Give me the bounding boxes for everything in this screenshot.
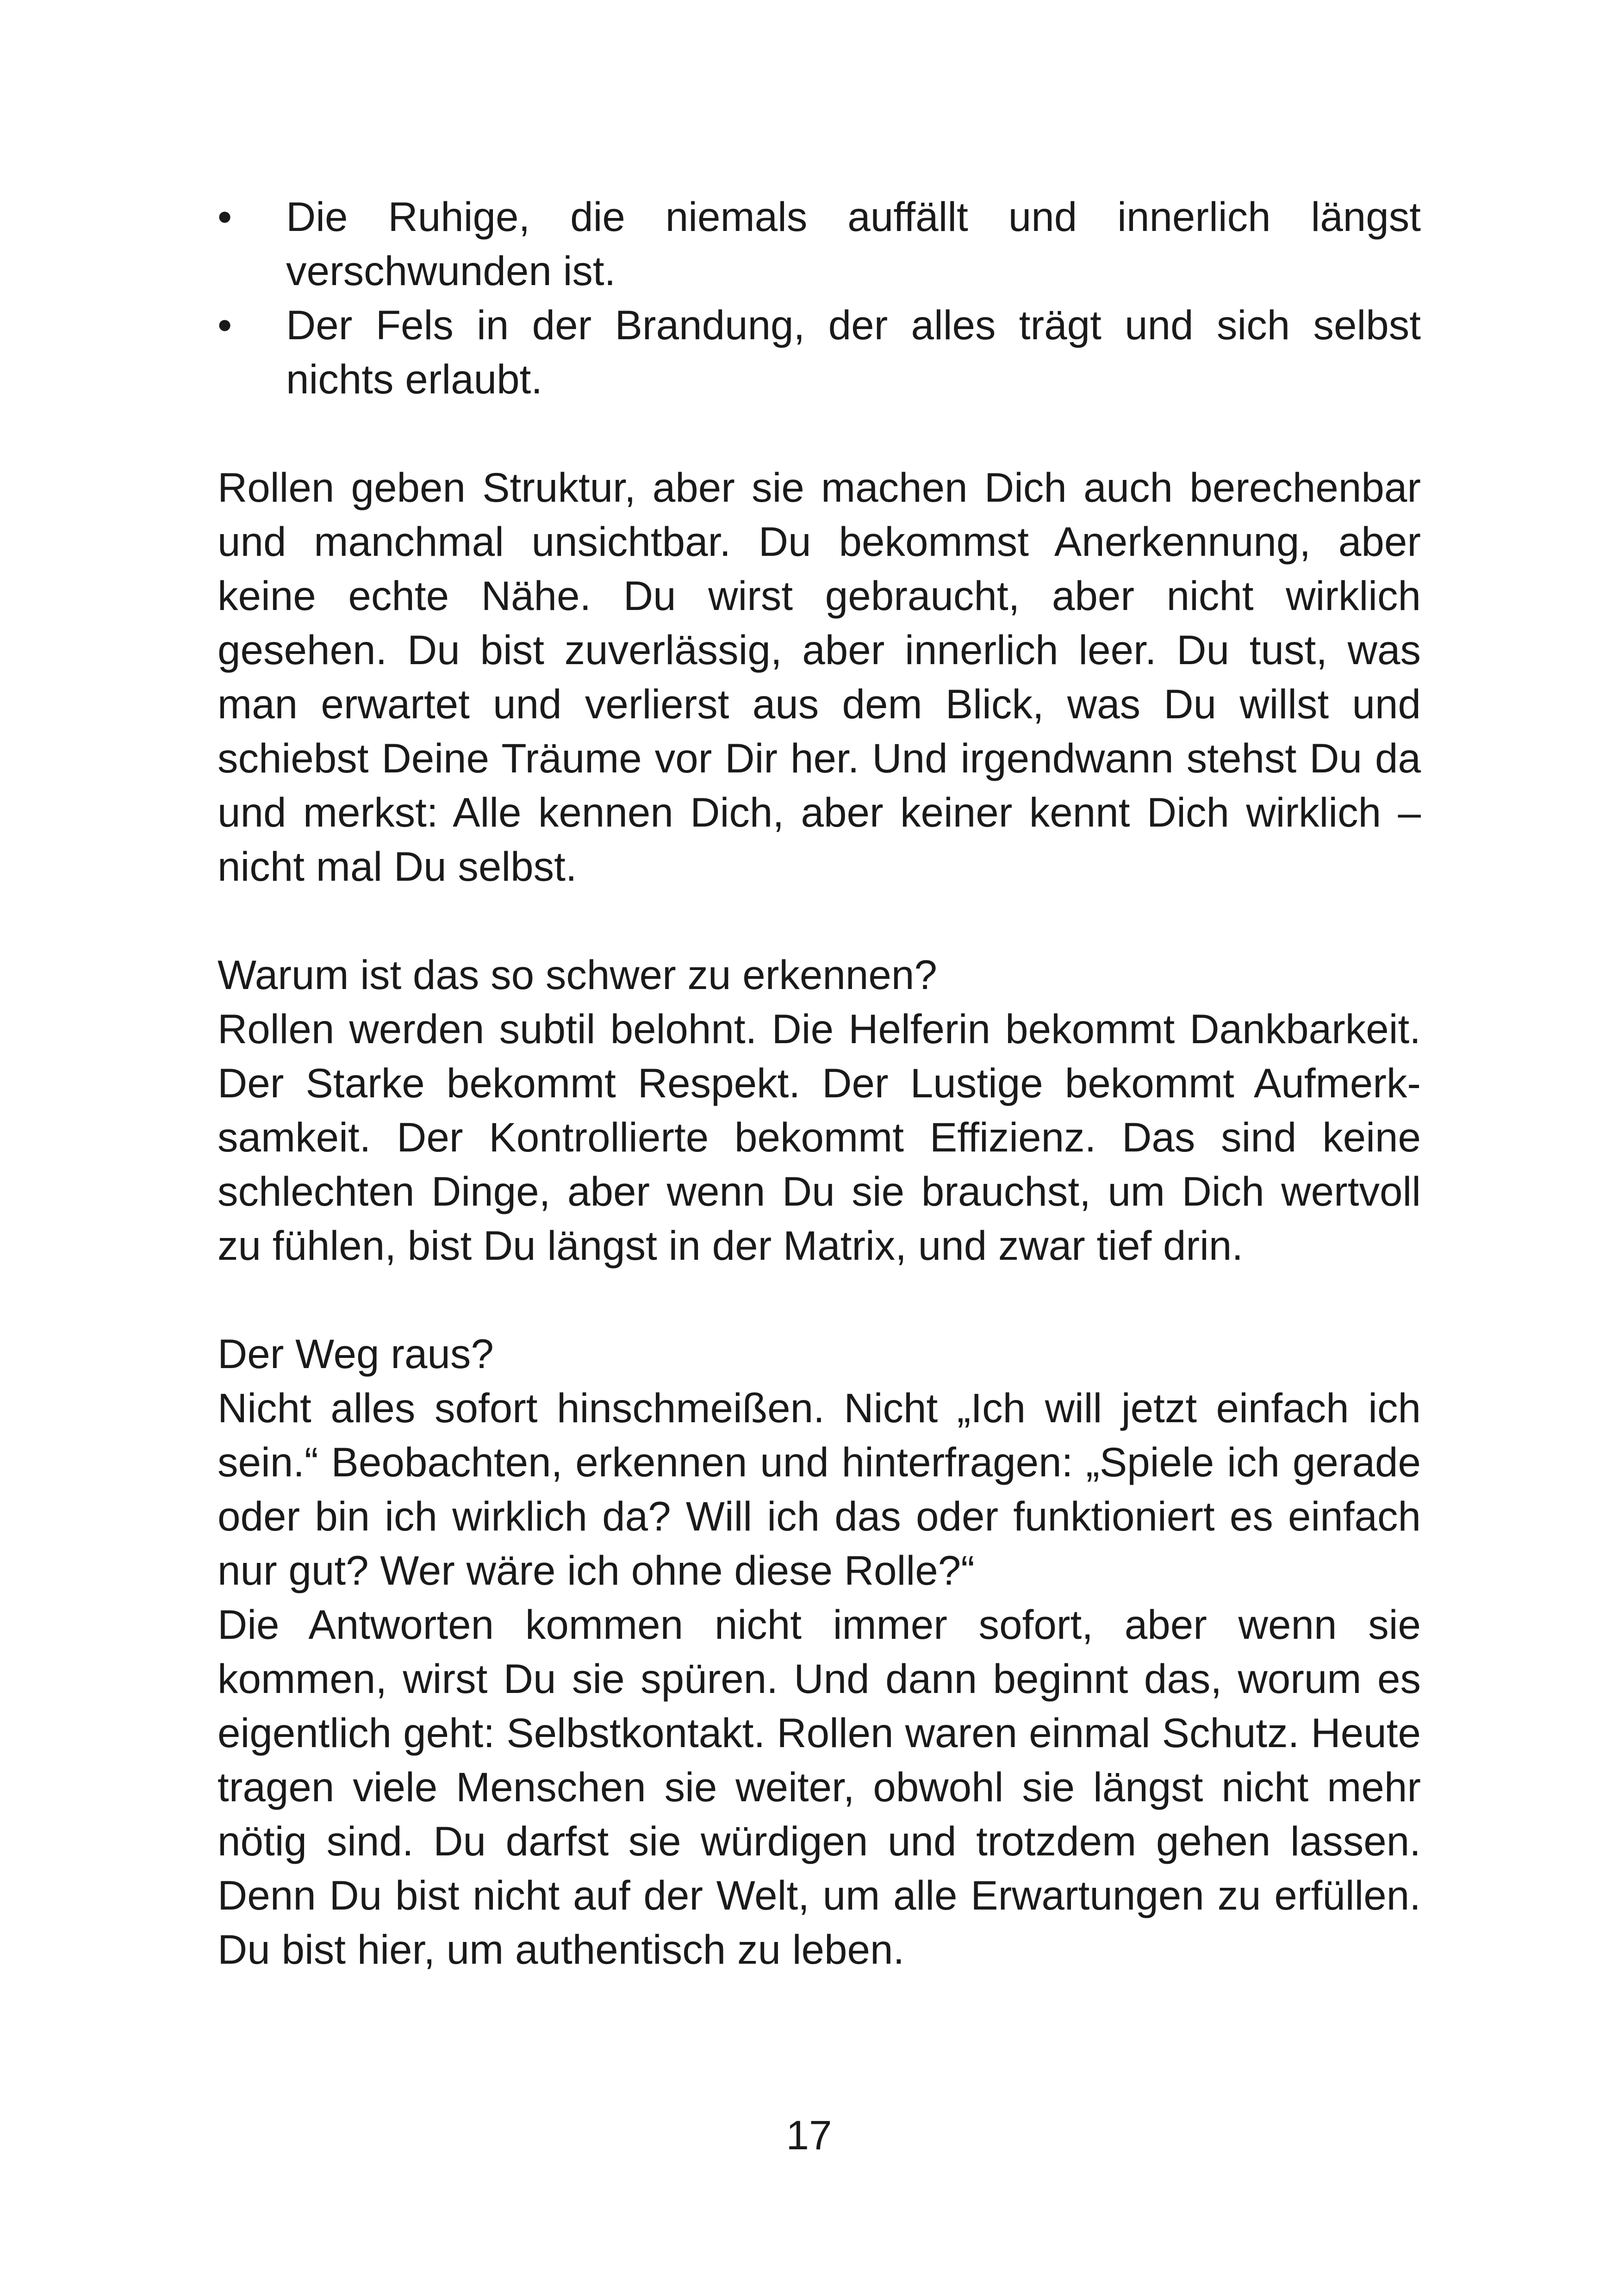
paragraph-observe: Nicht alles sofort hinschmeißen. Nicht „Ich will jetzt einfach ich sein.“ Beobachten, erkennen und hinterfragen: „Spiele ich gerade oder bin ich wirklich da? Will ich das oder funktioniert es einfach nur gut? Wer wäre ich ohne diese Rolle?“	[218, 1385, 1421, 1593]
list-item	[218, 190, 1421, 298]
paragraph-roles: Rollen geben Struktur, aber sie machen Dich auch berechenbar und manchmal unsichtbar. Du bekommst Anerkennung, aber keine echte Nähe. Du wirst gebraucht, aber nicht wirklich gesehen. Du bist zuverlässig, aber innerlich leer. Du tust, was man erwartet und verlierst aus dem Blick, was Du willst und schiebst Deine Träume vor Dir her. Und irgendwann stehst Du da und merkst: Alle kennen Dich, aber keiner kennt Dich wirklich – nicht mal Du selbst.	[218, 464, 1421, 890]
question-way-out: Der Weg raus?	[218, 1331, 494, 1377]
bullet-list	[218, 190, 1421, 406]
bullet-text: Die Ruhige, die niemals auffällt und innerlich längst verschwunden ist.	[286, 193, 1421, 294]
question-why: Warum ist das so schwer zu erkennen?	[218, 952, 937, 998]
list-item	[218, 298, 1421, 406]
paragraph-answers: Die Antworten kommen nicht immer sofort, aber wenn sie kommen, wirst Du sie spüren. Und dann beginnt das, worum es eigentlich geht: Selbstkontakt. Rollen waren einmal Schutz. Heute tragen viele Menschen sie weiter, obwohl sie längst nicht mehr nötig sind. Du darfst sie würdigen und trotzdem gehen lassen. Denn Du bist nicht auf der Welt, um alle Erwartungen zu erfüllen. Du bist hier, um authentisch zu leben.	[218, 1601, 1421, 1972]
page-number: 17	[786, 2112, 832, 2158]
paragraph-rewards: Rollen werden subtil belohnt. Die Helferin bekommt Dankbarkeit. Der Starke bekommt Respekt. Der Lustige bekommt Aufmerksamkeit. Der Kontrollierte bekommt Effizienz. Das sind keine schlechten Dinge, aber wenn Du sie brauchst, um Dich wertvoll zu fühlen, bist Du längst in der Matrix, und zwar tief drin.	[218, 1006, 1421, 1269]
bullet-text: Der Fels in der Brandung, der alles trägt und sich selbst nichts erlaubt.	[286, 302, 1421, 402]
bullet-marker: •	[218, 302, 232, 348]
page-body	[218, 190, 1421, 1977]
bullet-marker: •	[218, 193, 232, 240]
